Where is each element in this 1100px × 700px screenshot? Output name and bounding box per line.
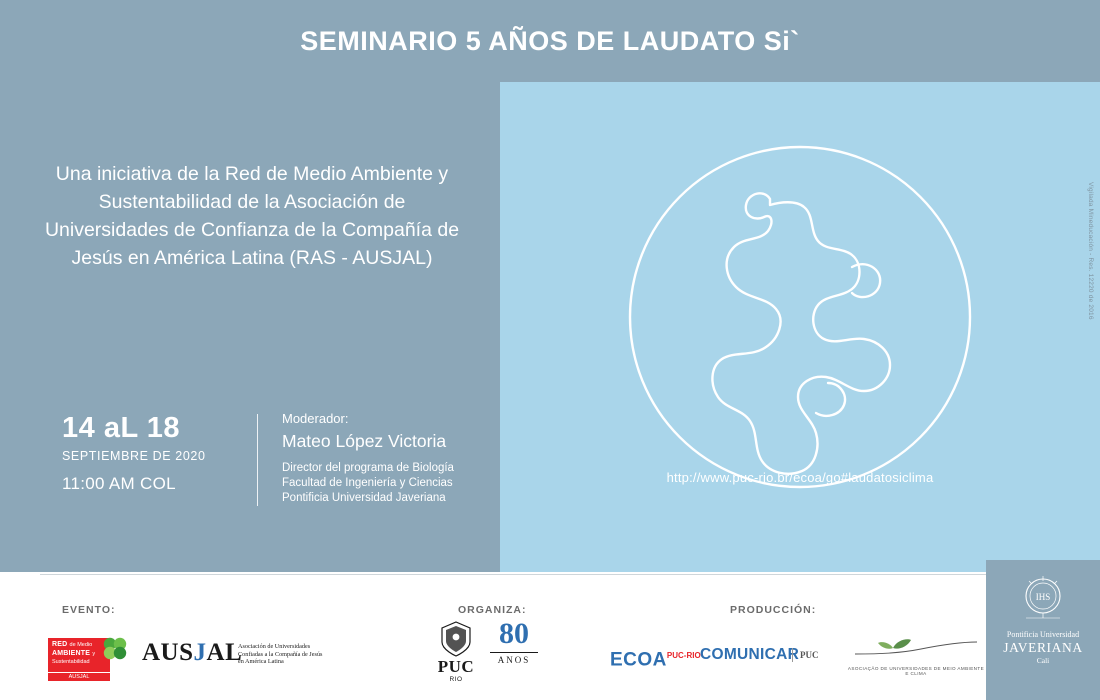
ausjal-wordmark (142, 640, 242, 666)
moderator-role-line-2: Facultad de Ingeniería y Ciencias (282, 477, 453, 489)
anos-label: ANOS (490, 652, 538, 665)
event-time: 11:00 AM COL (62, 474, 176, 493)
moderator-role-line-3: Pontificia Universidad Javeriana (282, 492, 446, 504)
footer-label-evento: EVENTO: (62, 604, 116, 616)
red-line-2: de Medio (69, 642, 93, 648)
event-date-block (62, 412, 252, 496)
ausjal-al: AL (206, 639, 243, 666)
logo-red-ambiente (48, 634, 126, 680)
red-line-1: RED (52, 641, 68, 648)
puc-wordmark: PUC (437, 657, 475, 676)
javeriana-name: JAVERIANA (1003, 640, 1083, 655)
footer-divider (40, 574, 1060, 575)
javeriana-crest-monogram: IHS (1035, 592, 1051, 602)
left-info-panel (0, 82, 500, 572)
javeriana-crest-icon (1018, 572, 1068, 626)
moderator-block (282, 410, 482, 506)
moderator-name: Mateo López Victoria (282, 431, 447, 451)
clover-icon (100, 634, 130, 664)
sprout-icon (846, 634, 986, 663)
eighty-numeral: 80 (499, 617, 529, 650)
red-line-3: AMBIENTE (52, 649, 91, 657)
puc-crest-icon (432, 620, 480, 658)
page-title: SEMINARIO 5 AÑOS DE LAUDATO Si` (300, 25, 800, 56)
logo-comunicar (700, 646, 819, 664)
ausjal-description (238, 643, 348, 666)
left-panel-inner (42, 82, 462, 572)
comunicar-puc-mark: PUC (792, 648, 819, 662)
footer-label-produccion: PRODUCCIÓN: (730, 604, 817, 616)
ausjal-desc-line-1: Asociación de Universidades (238, 643, 311, 650)
logo-javeriana-cali (986, 560, 1100, 700)
comunicar-wordmark: COMUNICAR (700, 646, 800, 663)
logo-anima (846, 634, 986, 676)
ecoa-text: ECOA (610, 649, 667, 671)
javeriana-city: Cali (1036, 656, 1050, 665)
footer-label-organiza: ORGANIZA: (458, 604, 527, 616)
ausjal-desc-line-3: en América Latina (238, 658, 284, 666)
accreditation-note: Vigilada Mineducación - Res. 12220 de 2016 (1087, 182, 1094, 320)
right-illustration-panel (500, 82, 1100, 572)
event-date-month: SEPTIEMBRE DE 2020 (62, 449, 206, 463)
moderator-role-line-1: Director del programa de Biología (282, 462, 454, 474)
red-ambiente-sub: AUSJAL (48, 673, 110, 681)
anima-caption: ASOCIAÇÃO DE UNIVERSIDADES DE MEIO AMBIENTE E CLIMA (847, 666, 985, 676)
vertical-divider (257, 414, 258, 506)
ecoa-wordmark (610, 646, 701, 670)
ausjal-aus: AUS (142, 639, 194, 666)
moderator-label: Moderador: (282, 411, 349, 426)
event-url[interactable]: http://www.puc-rio.br/ecoa/go#laudatosiclima (666, 470, 934, 485)
javeriana-pontificia-label: Pontificia Universidad (1006, 630, 1080, 639)
logo-80-anos (486, 618, 542, 665)
logo-ecoa (610, 646, 701, 670)
ecoa-superscript: PUC-RIO (666, 651, 701, 660)
logo-puc-rio (432, 620, 480, 683)
event-date-range: 14 aL 18 (62, 412, 180, 444)
ausjal-desc-line-2: Confiadas a la Compañía de Jesús (238, 650, 323, 658)
poster-header (0, 0, 1100, 82)
logo-ausjal (142, 639, 323, 666)
globe-line-art-icon (620, 137, 980, 497)
puc-rio-sub: RIO (449, 676, 463, 683)
ausjal-j: J (193, 639, 207, 666)
initiative-description: Una iniciativa de la Red de Medio Ambiente y Sustentabilidad de la Asociación de Universidades de Confianza de la Compañía de Jesús en América Latina (RAS - AUSJAL) (44, 163, 460, 269)
red-line-4: y Sustentabilidad (52, 650, 96, 665)
